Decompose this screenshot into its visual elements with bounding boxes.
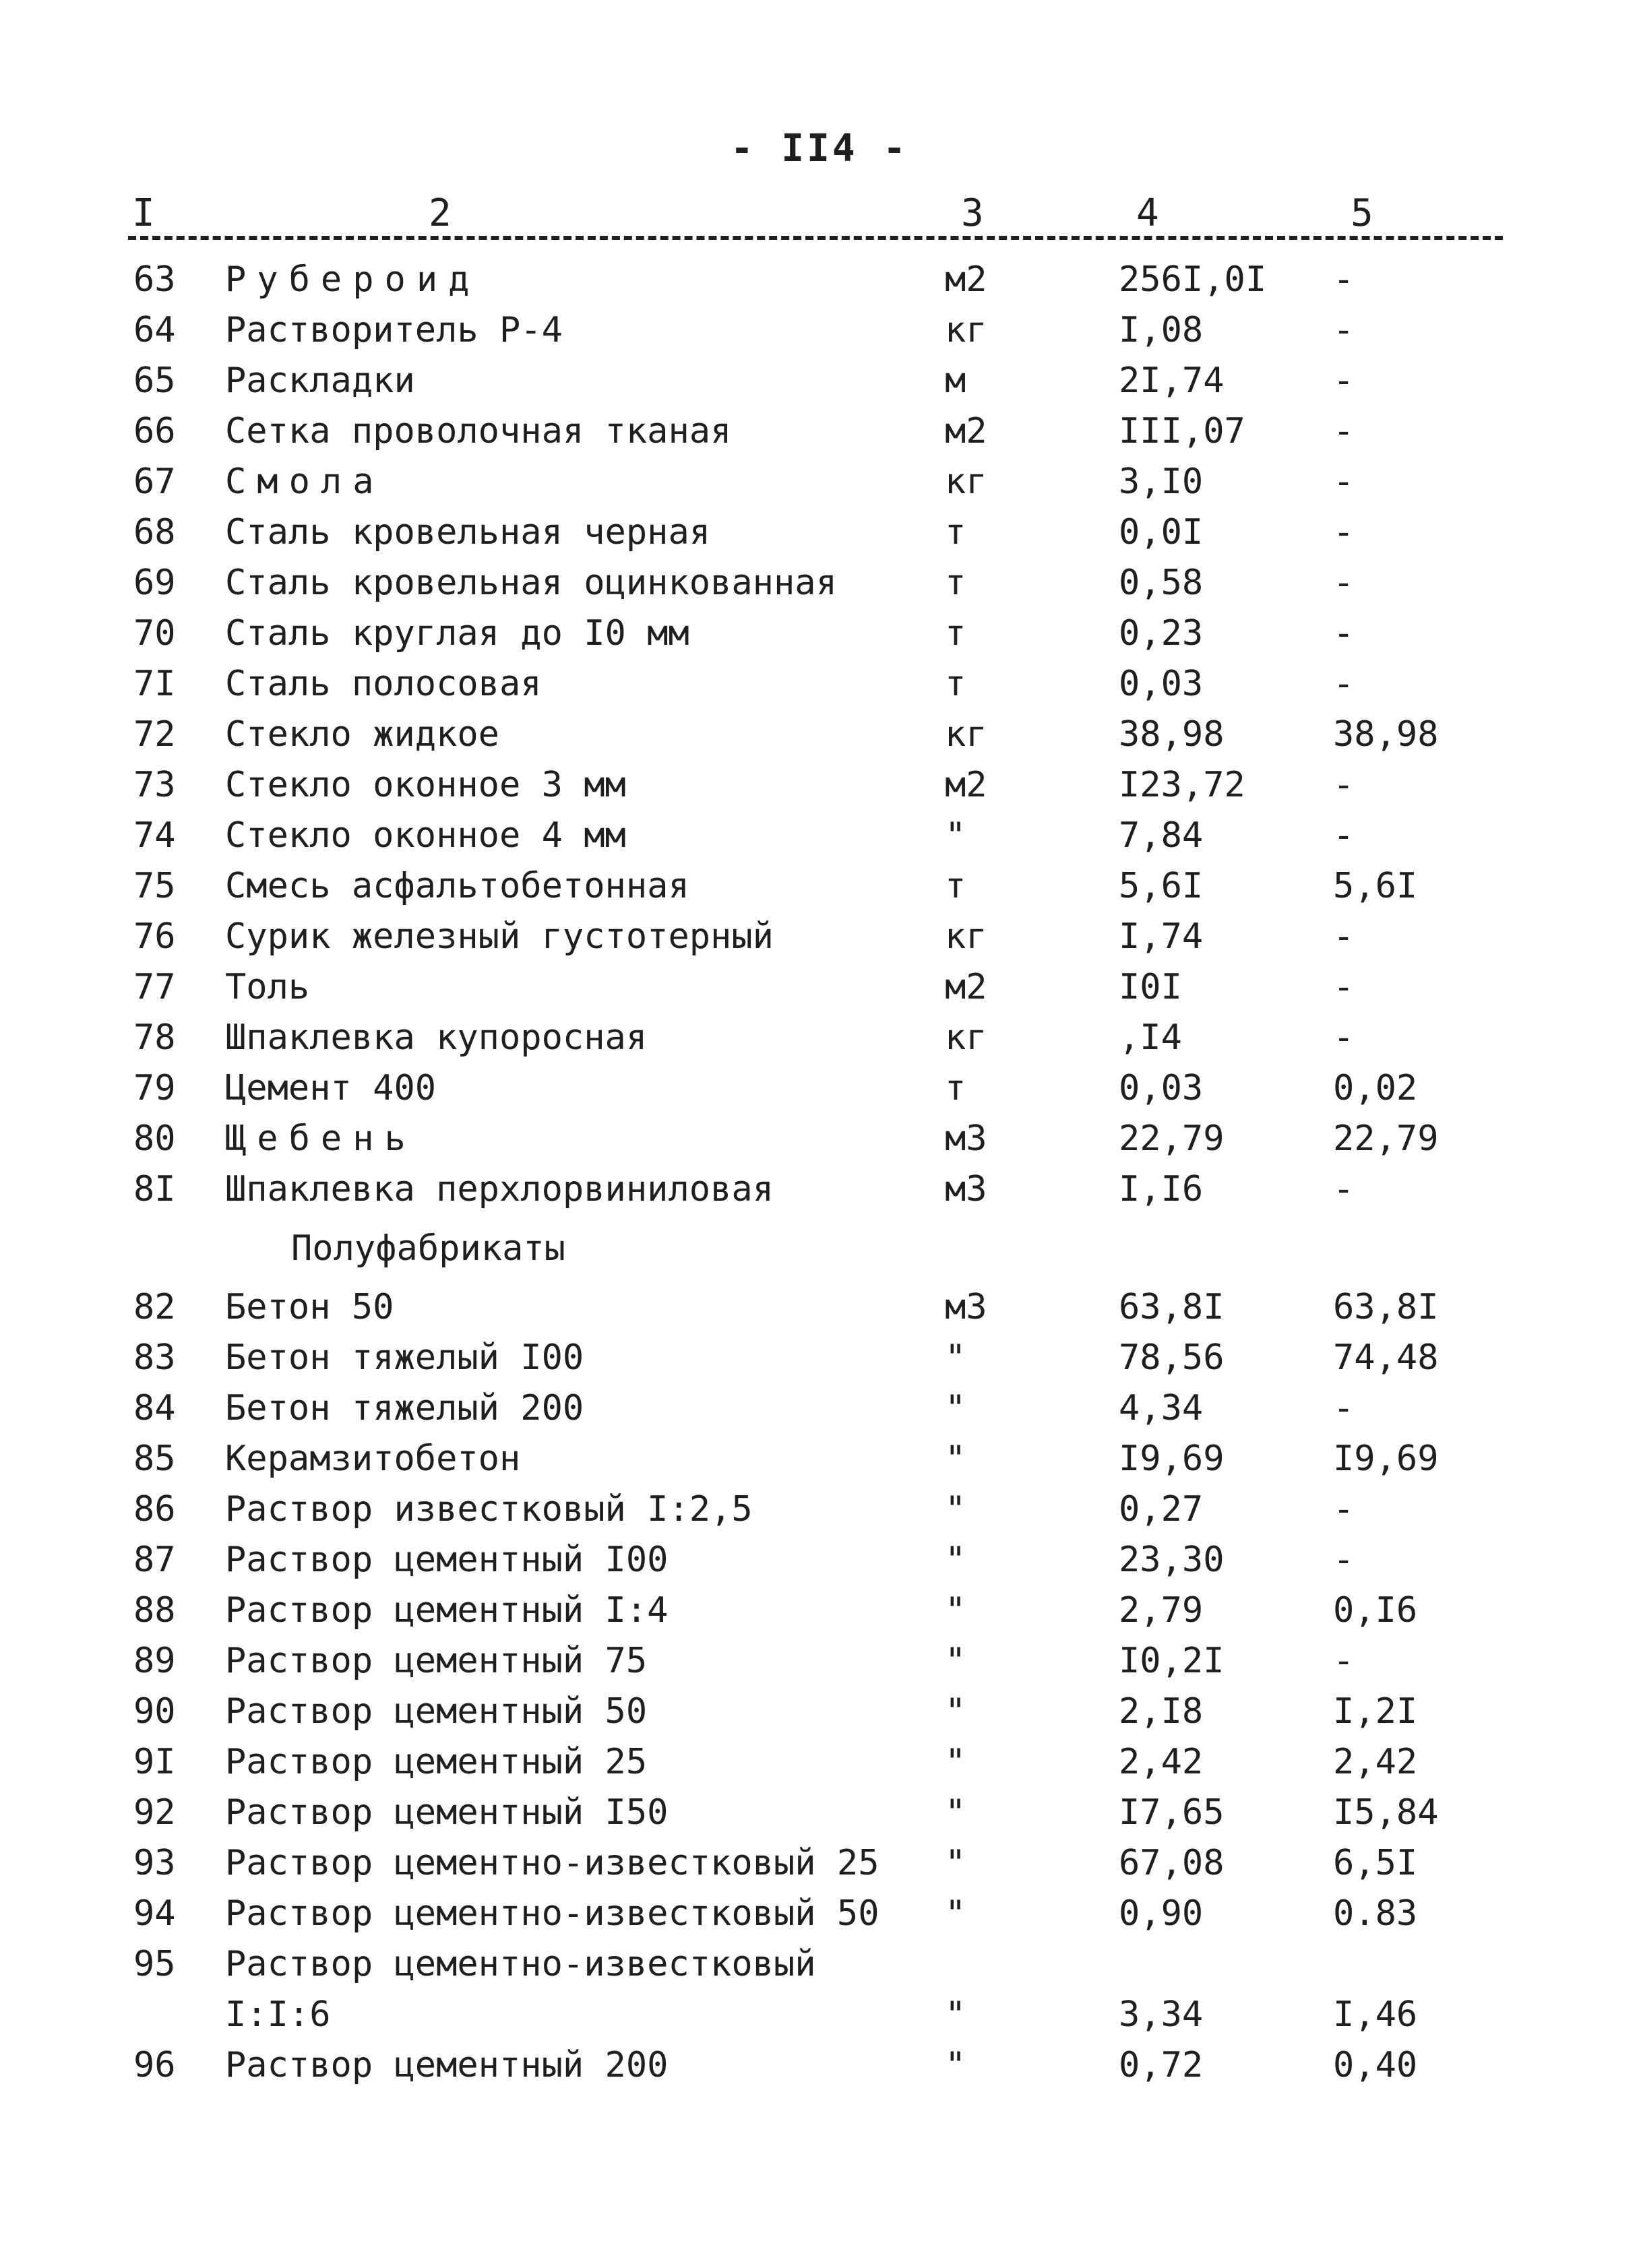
quantity-total: 2,79: [1119, 1590, 1204, 1631]
row-number: 72: [133, 714, 176, 755]
row-number: 90: [133, 1691, 176, 1732]
table-row: [0, 1939, 1639, 1990]
quantity-column-5: -: [1333, 916, 1355, 957]
unit-of-measure: м3: [945, 1287, 987, 1327]
unit-of-measure: ": [945, 815, 966, 856]
table-row: [0, 1013, 1639, 1063]
quantity-column-5: I5,84: [1333, 1792, 1439, 1833]
quantity-total: 7,84: [1119, 815, 1204, 856]
row-number: 84: [133, 1388, 176, 1428]
quantity-column-5: 0.83: [1333, 1893, 1418, 1934]
table-row: [0, 811, 1639, 861]
material-name: Керамзитобетон: [225, 1439, 521, 1479]
section-title: Полуфабрикаты: [291, 1228, 565, 1269]
unit-of-measure: м2: [945, 765, 987, 805]
row-number: 8I: [133, 1169, 176, 1209]
unit-of-measure: кг: [945, 916, 987, 957]
quantity-total: 78,56: [1119, 1337, 1225, 1378]
row-number: 78: [133, 1017, 176, 1058]
unit-of-measure: ": [945, 1641, 966, 1681]
quantity-column-5: -: [1333, 360, 1355, 401]
material-name: Сталь круглая до I0 мм: [225, 613, 689, 654]
material-name: Бетон тяжелый I00: [225, 1337, 584, 1378]
table-row: [0, 1434, 1639, 1484]
quantity-total: 2,I8: [1119, 1691, 1204, 1732]
table-row: [0, 1383, 1639, 1434]
material-name: Смола: [225, 462, 385, 502]
quantity-column-5: -: [1333, 411, 1355, 451]
quantity-total: 0,23: [1119, 613, 1204, 654]
material-name: Сталь кровельная черная: [225, 512, 711, 553]
quantity-total: 38,98: [1119, 714, 1225, 755]
material-name: Раствор цементно-известковый 50: [225, 1893, 879, 1934]
material-name: Сталь кровельная оцинкованная: [225, 563, 837, 603]
quantity-total: I23,72: [1119, 765, 1245, 805]
quantity-total: 67,08: [1119, 1843, 1225, 1883]
table-row: [0, 1889, 1639, 1939]
unit-of-measure: т: [945, 512, 966, 553]
row-number: 73: [133, 765, 176, 805]
row-number: 70: [133, 613, 176, 654]
quantity-column-5: 2,42: [1333, 1742, 1418, 1782]
unit-of-measure: м: [945, 360, 966, 401]
table-row: [0, 558, 1639, 608]
row-number: 94: [133, 1893, 176, 1934]
quantity-total: 3,34: [1119, 1994, 1204, 2035]
row-number: 87: [133, 1540, 176, 1580]
quantity-column-5: -: [1333, 1540, 1355, 1580]
quantity-column-5: 0,02: [1333, 1068, 1418, 1108]
material-name: Шпаклевка перхлорвиниловая: [225, 1169, 774, 1209]
quantity-column-5: -: [1333, 1641, 1355, 1681]
material-name: Цемент 400: [225, 1068, 437, 1108]
quantity-total: 4,34: [1119, 1388, 1204, 1428]
row-number: 79: [133, 1068, 176, 1108]
quantity-column-5: 5,6I: [1333, 866, 1418, 906]
table-row: [0, 861, 1639, 912]
row-number: 9I: [133, 1742, 176, 1782]
table-row: [0, 1990, 1639, 2040]
header-dashed-rule: [128, 236, 1503, 240]
row-number: 7I: [133, 664, 176, 704]
unit-of-measure: ": [945, 1792, 966, 1833]
quantity-column-5: 74,48: [1333, 1337, 1439, 1378]
material-name: Раствор цементно-известковый: [225, 1944, 816, 1984]
column-header-4: 4: [1132, 191, 1163, 235]
row-number: 85: [133, 1439, 176, 1479]
material-name: Раствор цементный I:4: [225, 1590, 669, 1631]
table-row: [0, 912, 1639, 962]
unit-of-measure: ": [945, 1893, 966, 1934]
section-heading-row: [0, 1215, 1639, 1282]
quantity-column-5: -: [1333, 815, 1355, 856]
row-number: 64: [133, 310, 176, 350]
material-name: Сурик железный густотерный: [225, 916, 774, 957]
material-name: Раствор известковый I:2,5: [225, 1489, 753, 1530]
row-number: 92: [133, 1792, 176, 1833]
row-number: 65: [133, 360, 176, 401]
page-number: - II4 -: [730, 127, 908, 170]
table-row: [0, 406, 1639, 457]
quantity-total: 0,72: [1119, 2045, 1204, 2085]
quantity-column-5: 63,8I: [1333, 1287, 1439, 1327]
material-name: Раскладки: [225, 360, 415, 401]
row-number: 63: [133, 259, 176, 300]
column-header-3: 3: [957, 191, 988, 235]
table-row: [0, 1687, 1639, 1737]
quantity-column-5: -: [1333, 1169, 1355, 1209]
table-row: [0, 608, 1639, 659]
unit-of-measure: ": [945, 1540, 966, 1580]
quantity-total: 0,58: [1119, 563, 1204, 603]
row-number: 74: [133, 815, 176, 856]
material-name: Шпаклевка купоросная: [225, 1017, 648, 1058]
quantity-total: I7,65: [1119, 1792, 1225, 1833]
quantity-column-5: 38,98: [1333, 714, 1439, 755]
row-number: 80: [133, 1119, 176, 1159]
quantity-total: 0,03: [1119, 1068, 1204, 1108]
materials-table: [0, 255, 1639, 2091]
table-row: [0, 2040, 1639, 2091]
unit-of-measure: ": [945, 1439, 966, 1479]
quantity-total: I9,69: [1119, 1439, 1225, 1479]
row-number: 76: [133, 916, 176, 957]
quantity-total: 2,42: [1119, 1742, 1204, 1782]
material-name: Растворитель Р-4: [225, 310, 563, 350]
unit-of-measure: ": [945, 1843, 966, 1883]
row-number: 67: [133, 462, 176, 502]
quantity-column-5: 22,79: [1333, 1119, 1439, 1159]
quantity-total: 0,03: [1119, 664, 1204, 704]
quantity-column-5: -: [1333, 512, 1355, 553]
unit-of-measure: ": [945, 1691, 966, 1732]
column-header-1: I: [128, 191, 159, 235]
unit-of-measure: ": [945, 1489, 966, 1530]
quantity-column-5: I9,69: [1333, 1439, 1439, 1479]
quantity-total: 63,8I: [1119, 1287, 1225, 1327]
unit-of-measure: т: [945, 1068, 966, 1108]
quantity-column-5: -: [1333, 1489, 1355, 1530]
table-row: [0, 1114, 1639, 1164]
row-number: 77: [133, 967, 176, 1007]
table-row: [0, 255, 1639, 305]
column-header-2: 2: [425, 191, 456, 235]
material-name: Смесь асфальтобетонная: [225, 866, 689, 906]
material-name: Щебень: [225, 1119, 416, 1159]
material-name: Стекло оконное 3 мм: [225, 765, 626, 805]
material-name: Стекло оконное 4 мм: [225, 815, 626, 856]
quantity-column-5: -: [1333, 1388, 1355, 1428]
material-name: Раствор цементный I50: [225, 1792, 669, 1833]
row-number: 68: [133, 512, 176, 553]
quantity-total: I,74: [1119, 916, 1204, 957]
table-row: [0, 1333, 1639, 1383]
table-row: [0, 1788, 1639, 1838]
table-row: [0, 659, 1639, 710]
material-name: Бетон 50: [225, 1287, 394, 1327]
unit-of-measure: ": [945, 1742, 966, 1782]
row-number: 95: [133, 1944, 176, 1984]
quantity-total: I,08: [1119, 310, 1204, 350]
quantity-total: 3,I0: [1119, 462, 1204, 502]
unit-of-measure: кг: [945, 310, 987, 350]
column-header-row: [128, 191, 1503, 245]
quantity-column-5: 0,I6: [1333, 1590, 1418, 1631]
row-number: 83: [133, 1337, 176, 1378]
material-name: Раствор цементный 25: [225, 1742, 648, 1782]
row-number: 86: [133, 1489, 176, 1530]
table-row: [0, 1636, 1639, 1687]
quantity-total: 2I,74: [1119, 360, 1225, 401]
unit-of-measure: ": [945, 2045, 966, 2085]
row-number: 66: [133, 411, 176, 451]
quantity-column-5: -: [1333, 765, 1355, 805]
table-row: [0, 1063, 1639, 1114]
unit-of-measure: м3: [945, 1169, 987, 1209]
table-row: [0, 507, 1639, 558]
table-row: [0, 305, 1639, 356]
quantity-column-5: -: [1333, 664, 1355, 704]
quantity-total: 5,6I: [1119, 866, 1204, 906]
row-number: 96: [133, 2045, 176, 2085]
material-name: Рубероид: [225, 259, 481, 300]
material-name: Сетка проволочная тканая: [225, 411, 732, 451]
quantity-column-5: 6,5I: [1333, 1843, 1418, 1883]
quantity-total: 0,27: [1119, 1489, 1204, 1530]
table-row: [0, 710, 1639, 760]
table-row: [0, 1282, 1639, 1333]
material-name: Стекло жидкое: [225, 714, 499, 755]
quantity-total: III,07: [1119, 411, 1245, 451]
unit-of-measure: ": [945, 1388, 966, 1428]
material-name: Раствор цементно-известковый 25: [225, 1843, 879, 1883]
quantity-total: 23,30: [1119, 1540, 1225, 1580]
unit-of-measure: ": [945, 1337, 966, 1378]
table-row: [0, 1838, 1639, 1889]
unit-of-measure: м2: [945, 259, 987, 300]
unit-of-measure: т: [945, 563, 966, 603]
column-header-5: 5: [1347, 191, 1378, 235]
row-number: 89: [133, 1641, 176, 1681]
quantity-column-5: I,46: [1333, 1994, 1418, 2035]
quantity-column-5: -: [1333, 310, 1355, 350]
material-name: I:I:6: [225, 1994, 331, 2035]
material-name: Раствор цементный 200: [225, 2045, 669, 2085]
unit-of-measure: т: [945, 866, 966, 906]
quantity-column-5: I,2I: [1333, 1691, 1418, 1732]
table-row: [0, 1585, 1639, 1636]
table-row: [0, 1164, 1639, 1215]
material-name: Бетон тяжелый 200: [225, 1388, 584, 1428]
quantity-column-5: -: [1333, 967, 1355, 1007]
row-number: 69: [133, 563, 176, 603]
unit-of-measure: кг: [945, 462, 987, 502]
material-name: Раствор цементный 50: [225, 1691, 648, 1732]
table-row: [0, 1484, 1639, 1535]
table-row: [0, 962, 1639, 1013]
table-row: [0, 1737, 1639, 1788]
unit-of-measure: т: [945, 613, 966, 654]
row-number: 88: [133, 1590, 176, 1631]
quantity-total: I0,2I: [1119, 1641, 1225, 1681]
quantity-column-5: 0,40: [1333, 2045, 1418, 2085]
quantity-column-5: -: [1333, 1017, 1355, 1058]
quantity-column-5: -: [1333, 563, 1355, 603]
unit-of-measure: м3: [945, 1119, 987, 1159]
quantity-total: I0I: [1119, 967, 1182, 1007]
row-number: 82: [133, 1287, 176, 1327]
table-row: [0, 1535, 1639, 1585]
quantity-column-5: -: [1333, 259, 1355, 300]
quantity-total: ,I4: [1119, 1017, 1182, 1058]
unit-of-measure: м2: [945, 967, 987, 1007]
table-row: [0, 457, 1639, 507]
quantity-total: 256I,0I: [1119, 259, 1267, 300]
quantity-total: I,I6: [1119, 1169, 1204, 1209]
quantity-total: 22,79: [1119, 1119, 1225, 1159]
unit-of-measure: ": [945, 1590, 966, 1631]
unit-of-measure: т: [945, 664, 966, 704]
quantity-total: 0,0I: [1119, 512, 1204, 553]
quantity-column-5: -: [1333, 462, 1355, 502]
row-number: 75: [133, 866, 176, 906]
material-name: Раствор цементный 75: [225, 1641, 648, 1681]
unit-of-measure: м2: [945, 411, 987, 451]
unit-of-measure: кг: [945, 1017, 987, 1058]
material-name: Толь: [225, 967, 310, 1007]
row-number: 93: [133, 1843, 176, 1883]
table-row: [0, 760, 1639, 811]
material-name: Сталь полосовая: [225, 664, 542, 704]
unit-of-measure: кг: [945, 714, 987, 755]
unit-of-measure: ": [945, 1994, 966, 2035]
table-row: [0, 356, 1639, 406]
quantity-total: 0,90: [1119, 1893, 1204, 1934]
material-name: Раствор цементный I00: [225, 1540, 669, 1580]
quantity-column-5: -: [1333, 613, 1355, 654]
